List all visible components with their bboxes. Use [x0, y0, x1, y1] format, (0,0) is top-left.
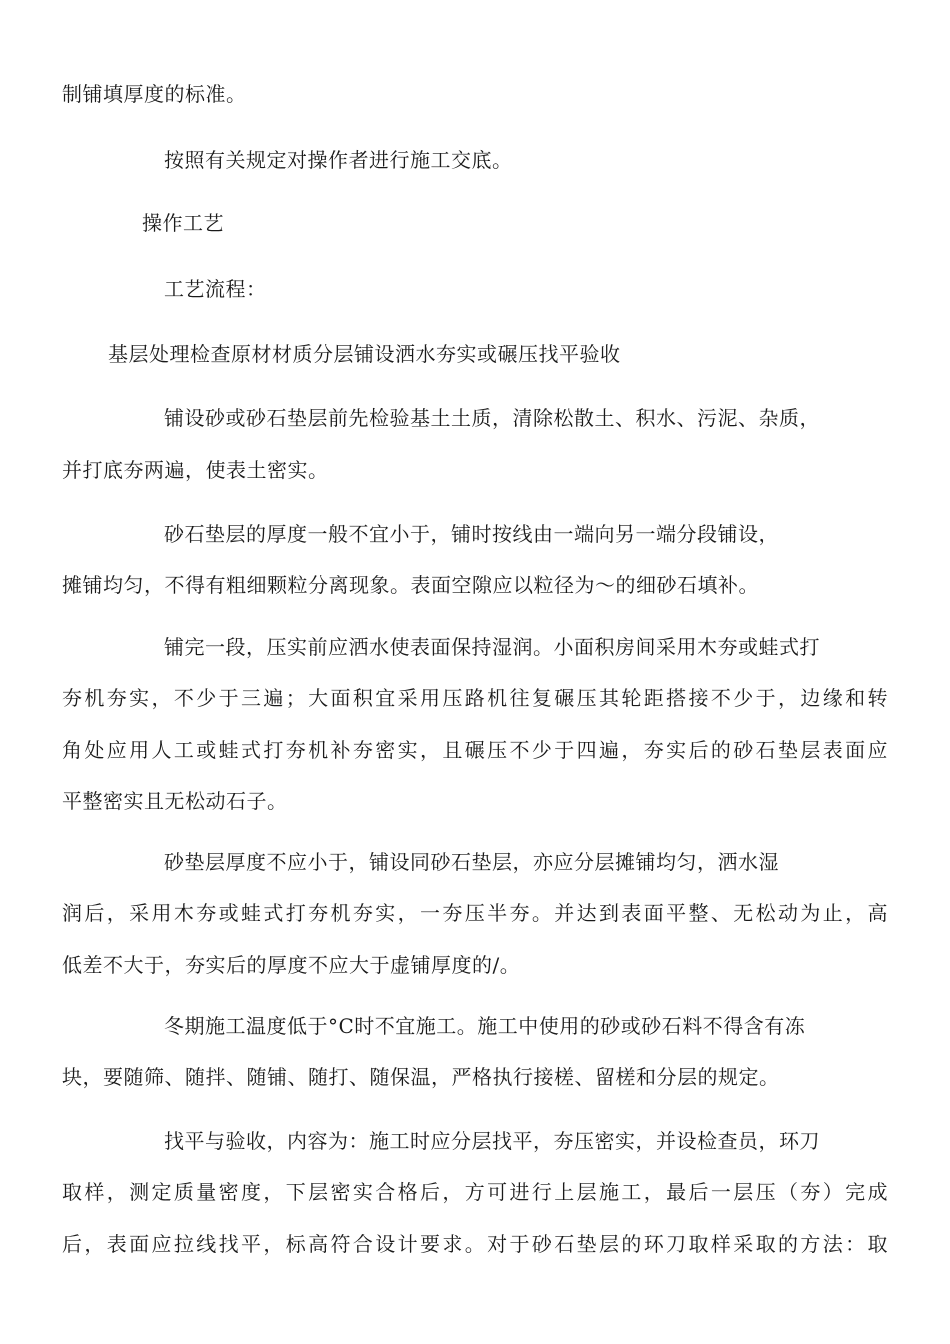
text-line: 并打底夯两遍，使表土密实。	[62, 458, 329, 482]
process-flow-line: 基层处理检查原材材质分层铺设洒水夯实或碾压找平验收	[108, 342, 621, 366]
text-line: 冬期施工温度低于°C时不宜施工。施工中使用的砂或砂石料不得含有冻	[164, 1014, 806, 1038]
text-line: 块，要随筛、随拌、随铺、随打、随保温，严格执行接槎、留槎和分层的规定。	[62, 1065, 780, 1089]
text-line: 制铺填厚度的标准。	[62, 82, 247, 106]
text-line: 平整密实且无松动石子。	[62, 789, 288, 813]
text-line: 润后，采用木夯或蛙式打夯机夯实，一夯压半夯。并达到表面平整、无松动为止，高	[62, 901, 888, 925]
text-line: 找平与验收，内容为：施工时应分层找平，夯压密实，并设检查员，环刀	[164, 1129, 820, 1153]
text-line: 铺完一段，压实前应洒水使表面保持湿润。小面积房间采用木夯或蛙式打	[164, 635, 820, 659]
text-line: 取样，测定质量密度，下层密实合格后，方可进行上层施工，最后一层压（夯）完成	[62, 1180, 888, 1204]
text-line: 摊铺均匀，不得有粗细颗粒分离现象。表面空隙应以粒径为〜的细砂石填补。	[62, 573, 759, 597]
text-line: 夯机夯实，不少于三遍；大面积宜采用压路机往复碾压其轮距搭接不少于，边缘和转	[62, 686, 888, 710]
text-line: 铺设砂或砂石垫层前先检验基土土质，清除松散土、积水、污泥、杂质，	[164, 406, 820, 430]
text-line: 工艺流程：	[164, 277, 267, 301]
text-line: 角处应用人工或蛙式打夯机补夯密实，且碾压不少于四遍，夯实后的砂石垫层表面应	[62, 738, 888, 762]
text-line: 低差不大于，夯实后的厚度不应大于虚铺厚度的/。	[62, 953, 521, 977]
text-line: 砂垫层厚度不应小于，铺设同砂石垫层，亦应分层摊铺均匀，洒水湿	[164, 850, 779, 874]
section-heading: 操作工艺	[142, 211, 224, 235]
text-line: 后，表面应拉线找平，标高符合设计要求。对于砂石垫层的环刀取样采取的方法：取	[62, 1232, 888, 1256]
text-line: 按照有关规定对操作者进行施工交底。	[164, 148, 513, 172]
text-line: 砂石垫层的厚度一般不宜小于，铺时按线由一端向另一端分段铺设，	[164, 522, 779, 546]
